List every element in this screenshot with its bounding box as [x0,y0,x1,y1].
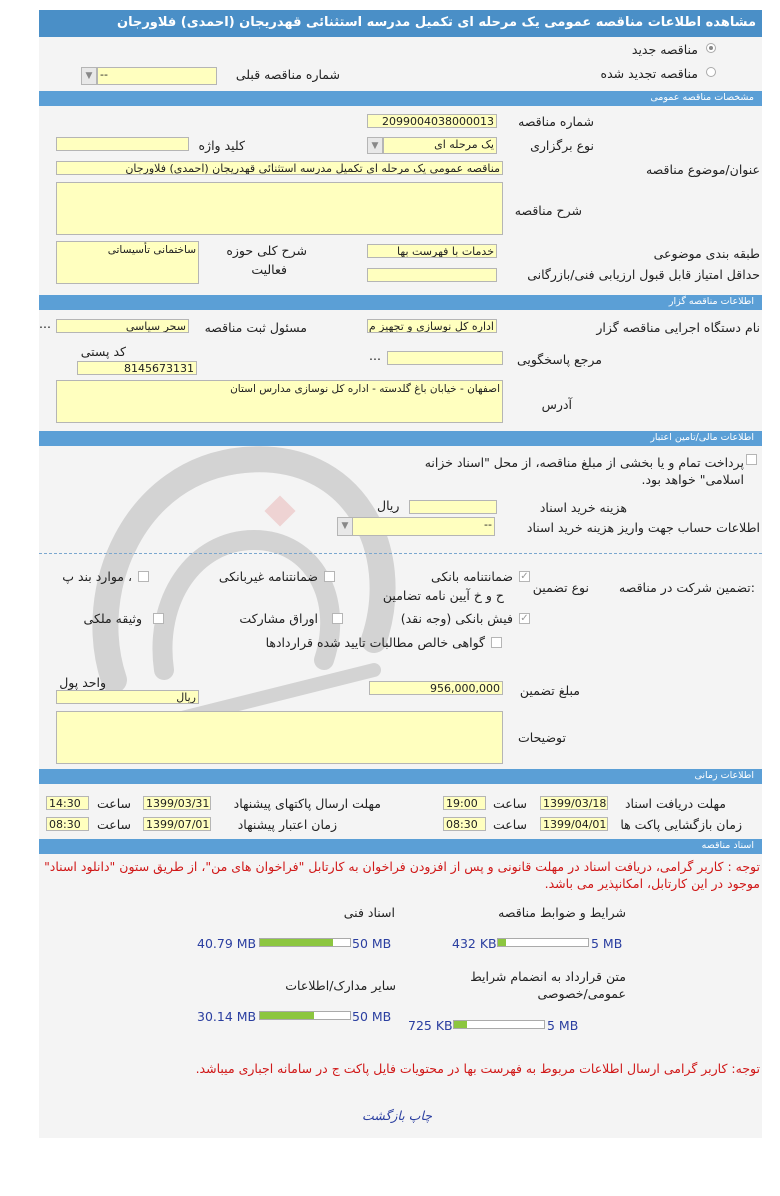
divider [39,553,762,554]
doc-progress-terms [497,938,589,947]
doc-progress-contract [453,1020,545,1029]
doc-size-contract[interactable]: 725 KB [408,1018,453,1033]
validity-time-field[interactable]: 08:30 [46,817,89,831]
receive-deadline-label: مهلت دریافت اسناد [624,796,726,811]
keyword-label: کلید واژه [198,138,245,153]
send-time-label: ساعت [96,796,131,811]
send-time-field[interactable]: 14:30 [46,796,89,810]
claims-label: گواهی خالص مطالبات تایید شده قراردادها [265,635,485,650]
postal-code-label: کد پستی [80,344,126,359]
officer-more-button[interactable]: ... [39,316,51,331]
reference-label: مرجع پاسخگویی [516,352,602,367]
clause-label: موارد بند پ ، [62,569,132,584]
guarantee-amount-label: مبلغ تضمین [519,683,580,698]
opening-time-label: زمان بازگشایی پاکت ها [620,817,742,832]
validity-time-label: ساعت [96,817,131,832]
doc-limit-contract: 5 MB [547,1018,579,1033]
doc-size-terms[interactable]: 432 KB [452,936,497,951]
doc-title-other: سایر مدارک/اطلاعات [285,978,396,993]
notes-label: توضیحات [518,730,566,745]
radio-new-tender[interactable] [706,43,716,53]
doc-title-terms: شرایط و ضوابط مناقصه [498,905,626,920]
doc-limit-other: 50 MB [352,1009,392,1024]
section-organizer: اطلاعات مناقصه گزار [39,295,762,310]
keyword-field[interactable] [56,137,189,151]
radio-new-label: مناقصه جدید [631,42,698,57]
opening-date-field[interactable]: 1399/04/01 [540,817,608,831]
doc-fee-field[interactable] [409,500,497,514]
doc-limit-terms: 5 MB [591,936,623,951]
clause-checkbox[interactable] [138,571,149,582]
notes-field[interactable] [56,711,503,764]
section-documents: اسناد مناقصه [39,839,762,854]
prev-tender-label: شماره مناقصه قبلی [235,67,340,82]
address-field[interactable]: اصفهان - خیابان باغ گلدسته - اداره کل نوسازی مدارس استان [56,380,503,423]
currency-label: واحد پول [59,675,106,690]
page-title: مشاهده اطلاعات مناقصه عمومی یک مرحله ای تکمیل مدرسه استثنائی قهدریجان (احمدی) فلاورجان [116,15,756,30]
guarantee-label: تضمین شرکت در مناقصه: [619,580,755,595]
bank-guarantee-checkbox[interactable]: ✓ [520,571,529,582]
doc-title-technical: اسناد فنی [343,905,395,920]
radio-renewed-label: مناقصه تجدید شده [600,66,698,81]
activity-label-2: فعالیت [251,262,287,277]
opening-hour-field[interactable]: 08:30 [443,817,486,831]
min-score-label: حداقل امتیاز قابل قبول ارزیابی فنی/بازرگانی [527,267,760,282]
doc-size-other[interactable]: 30.14 MB [197,1009,257,1024]
doc-size-technical[interactable]: 40.79 MB [197,936,257,951]
activity-label-1: شرح کلی حوزه [226,243,307,258]
section-general: مشخصات مناقصه عمومی [39,91,762,106]
opening-hour-label: ساعت [492,817,527,832]
documents-note: توجه : کاربر گرامی، دریافت اسناد در مهلت قانونی و پس از افزودن فراخوان به کارتابل "فراخوان های من"، از طریق ستون "دانلود اسناد" موجود در این کارتابل، امکانپذیر می باشد. [44,859,760,891]
nonbank-guarantee-checkbox[interactable] [324,571,335,582]
property-checkbox[interactable] [153,613,164,624]
tender-page [39,10,762,1138]
claims-checkbox[interactable] [491,637,502,648]
description-label: شرح مناقصه [514,203,582,218]
receive-time-field[interactable]: 19:00 [443,796,486,810]
page-title-bar [39,10,762,37]
property-label: وثیقه ملکی [83,611,142,626]
category-field[interactable]: خدمات با فهرست بها [367,244,497,258]
prev-tender-select[interactable]: -- [97,67,217,85]
guarantee-amount-field[interactable]: 956,000,000 [369,681,503,695]
cash-label: فیش بانکی (وجه نقد) [400,611,513,626]
bank-guarantee-sub-label: ح و خ آیین نامه تضامین [382,588,504,603]
bonds-label: اوراق مشارکت [239,611,318,626]
radio-renewed-tender[interactable] [706,67,716,77]
reference-field[interactable] [387,351,503,365]
holding-type-select[interactable]: یک مرحله ای [383,137,497,154]
min-score-field[interactable] [367,268,497,282]
validity-date-field[interactable]: 1399/07/01 [143,817,211,831]
doc-progress-technical [259,938,351,947]
currency-field[interactable]: ریال [56,690,199,704]
cash-checkbox[interactable]: ✓ [520,613,529,624]
chevron-down-icon[interactable]: ▼ [337,517,353,536]
category-label: طبقه بندی موضوعی [653,246,760,261]
account-label: اطلاعات حساب جهت واریز هزینه خرید اسناد [526,520,760,535]
nonbank-guarantee-label: ضمانتنامه غیربانکی [218,569,318,584]
section-timing: اطلاعات زمانی [39,769,762,784]
validity-label: زمان اعتبار پیشنهاد [237,817,337,832]
activity-field[interactable]: ساختمانی تأسیساتی [56,241,199,284]
doc-fee-unit: ریال [377,498,400,513]
subject-field[interactable]: مناقصه عمومی یک مرحله ای تکمیل مدرسه استثنائی قهدریجان (احمدی) فلاورجان [56,161,503,175]
price-list-note: توجه: کاربر گرامی ارسال اطلاعات مربوط به فهرست بها در محتویات فایل پاکت ج در سامانه اجباری میباشد. [195,1061,760,1076]
doc-limit-technical: 50 MB [352,936,392,951]
doc-progress-fill [260,939,333,946]
chevron-down-icon[interactable]: ▼ [81,67,97,85]
doc-title-contract: متن قرارداد به انضمام شرایط عمومی/خصوصی [470,969,626,1001]
description-field[interactable] [56,182,503,235]
bonds-checkbox[interactable] [332,613,343,624]
send-date-field[interactable]: 1399/03/31 [143,796,211,810]
reference-more-button[interactable]: ... [369,348,381,363]
section-finance: اطلاعات مالی/تامین اعتبار [39,431,762,446]
doc-progress-fill [498,939,506,946]
address-label: آدرس [541,397,572,412]
doc-progress-fill [454,1021,467,1028]
subject-label: عنوان/موضوع مناقصه [645,162,760,177]
chevron-down-icon[interactable]: ▼ [367,137,383,154]
tender-number-label: شماره مناقصه [518,114,594,129]
treasury-checkbox[interactable] [746,454,757,465]
guarantee-type-label: نوع تضمین [532,580,589,595]
bank-guarantee-label: ضمانتنامه بانکی [431,569,513,584]
doc-progress-fill [260,1012,314,1019]
officer-field[interactable]: سحر سیاسی [56,319,189,333]
organization-field[interactable]: اداره کل نوسازی و تجهیز م [367,319,497,333]
treasury-text: پرداخت تمام و یا بخشی از مبلغ مناقصه، از محل "اسناد خزانه اسلامی" خواهد بود. [424,455,744,487]
receive-time-label: ساعت [492,796,527,811]
officer-label: مسئول ثبت مناقصه [204,320,307,335]
account-select[interactable]: -- [352,517,495,536]
receive-date-field[interactable]: 1399/03/18 [540,796,608,810]
print-back-link[interactable]: چاپ بازگشت [362,1108,432,1123]
holding-type-label: نوع برگزاری [530,138,594,153]
postal-code-field[interactable]: 8145673131 [77,361,197,375]
send-deadline-label: مهلت ارسال پاکتهای پیشنهاد [233,796,381,811]
doc-fee-label: هزینه خرید اسناد [539,500,627,515]
tender-number-field[interactable]: 2099004038000013 [367,114,497,128]
organization-label: نام دستگاه اجرایی مناقصه گزار [596,320,760,335]
doc-progress-other [259,1011,351,1020]
